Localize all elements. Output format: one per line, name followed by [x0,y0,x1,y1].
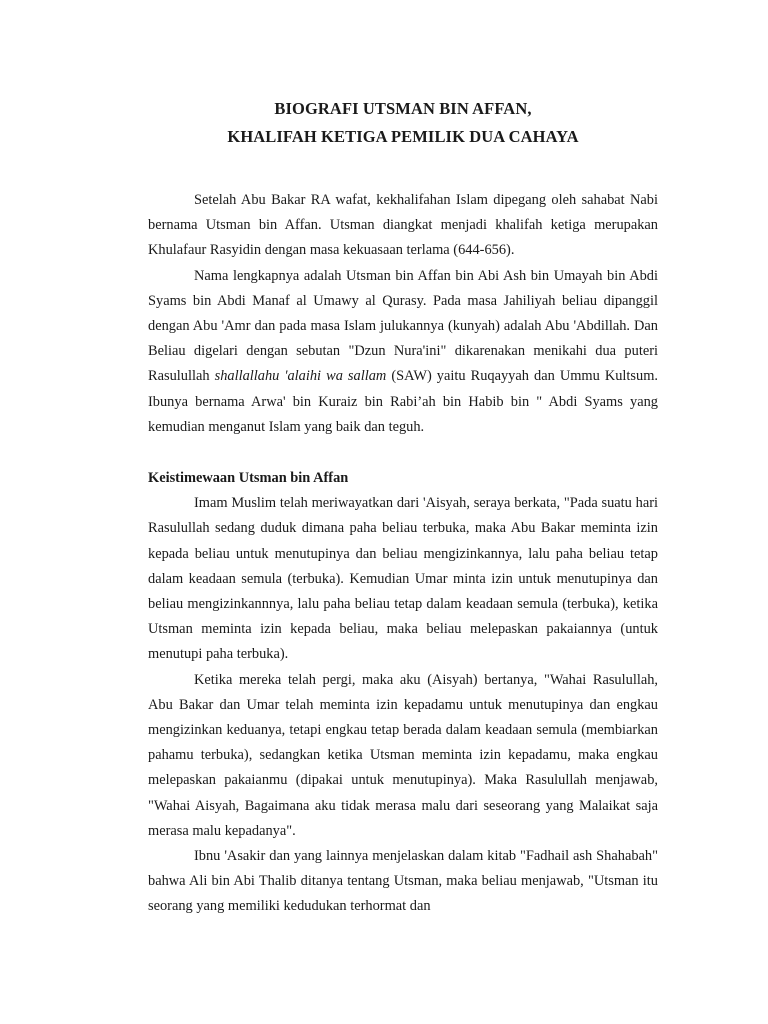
document-title-line-2: KHALIFAH KETIGA PEMILIK DUA CAHAYA [227,127,579,146]
section-heading: Keistimewaan Utsman bin Affan [148,470,349,487]
intro-paragraph-2-text-a: Nama lengkapnya adalah Utsman bin Affan bin Abi Ash bin Umayah bin Abdi Syams bin Abdi Manaf al Umawy al Qurasy. Pada masa Jahiliyah beliau dipanggil dengan Abu 'Amr dan pada masa Islam julukannya (kunyah) adalah Abu 'Abdillah. Dan Beliau digelari dengan sebutan "Dzun Nura'ini" dikarenakan menikahi dua puteri Rasulullah [148,267,658,385]
intro-paragraph-2 [148,264,658,440]
title-spacer [148,151,658,188]
section-spacer [148,440,658,466]
intro-paragraph-1: Setelah Abu Bakar RA wafat, kekhalifahan Islam dipegang oleh sahabat Nabi bernama Utsman bin Affan. Utsman diangkat menjadi khalifah ketiga merupakan Khulafaur Rasyidin dengan masa kekuasaan terlama (644-656). [148,192,658,259]
document-title-line-1: BIOGRAFI UTSMAN BIN AFFAN, [274,99,532,118]
intro-paragraph-2-italic: shallallahu 'alaihi wa sallam [214,368,387,385]
intro-paragraph-2-text-b: (SAW) yaitu Ruqayyah dan Ummu Kultsum. Ibunya bernama Arwa' bin Kuraiz bin Rabi’ah bin Habib bin " Abdi Syams yang kemudian menganut Islam yang baik dan teguh. [148,368,658,435]
section-paragraph-1: Imam Muslim telah meriwayatkan dari 'Aisyah, seraya berkata, "Pada suatu hari Rasulullah sedang duduk dimana paha beliau terbuka, maka Abu Bakar meminta izin kepada beliau untuk menutupinya dan beliau mengizinkannya, lalu paha beliau tetap dalam keadaan semula (terbuka). Kemudian Umar minta izin untuk menutupinya dan beliau mengizinkannnya, lalu paha beliau tetap dalam keadaan semula (terbuka), ketika Utsman meminta izin kepada beliau, maka beliau melepaskan pakaiannya (untuk menutupi paha terbuka). [148,495,658,663]
section-paragraph-2: Ketika mereka telah pergi, maka aku (Aisyah) bertanya, "Wahai Rasulullah, Abu Bakar dan Umar telah meminta izin kepadamu untuk menutupinya dan engkau mengizinkan keduanya, tetapi engkau tetap berada dalam keadaan semula (membiarkan pahamu terbuka), sedangkan ketika Utsman meminta izin kepadamu, maka engkau melepaskan pakaianmu (dipakai untuk menutupinya). Maka Rasulullah menjawab, "Wahai Aisyah, Bagaimana aku tidak merasa malu dari seseorang yang Malaikat saja merasa malu kepadanya". [148,671,658,839]
section-paragraph-3: Ibnu 'Asakir dan yang lainnya menjelaskan dalam kitab "Fadhail ash Shahabah" bahwa Ali bin Abi Thalib ditanya tentang Utsman, maka beliau menjawab, "Utsman itu seorang yang memiliki kedudukan terhormat dan [148,848,658,915]
